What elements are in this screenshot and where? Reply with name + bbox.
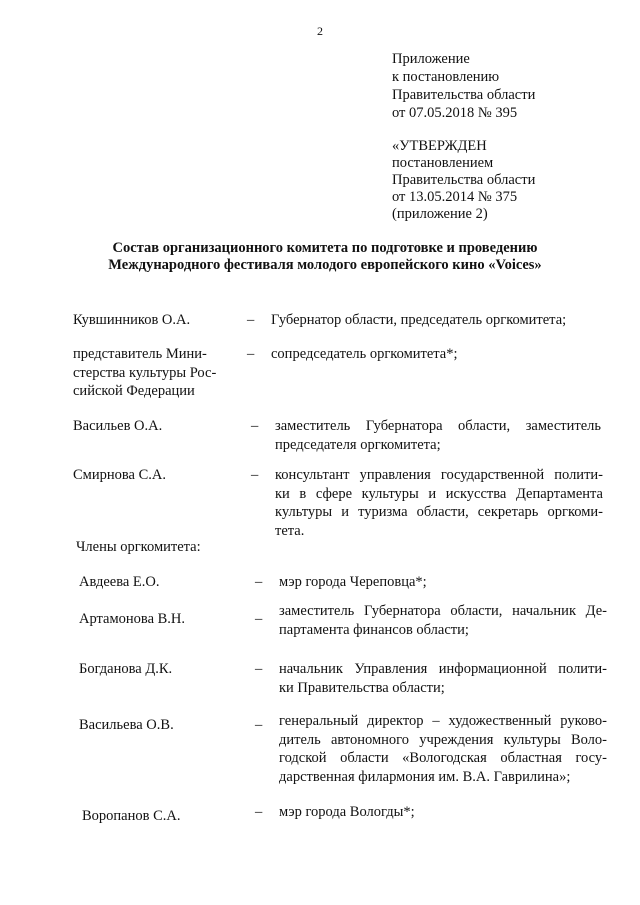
dash-separator: –	[255, 574, 263, 590]
member-name: представитель Мини- стерства культуры Рос- сийской Федерации	[73, 346, 217, 399]
dash-separator: –	[255, 804, 263, 820]
appendix-line: Приложение	[392, 51, 470, 67]
dash-separator: –	[255, 661, 263, 677]
member-name: Кувшинников О.А.	[73, 312, 191, 328]
member-role: мэр города Череповца*;	[279, 574, 427, 590]
member-role: мэр города Вологды*;	[279, 804, 415, 820]
member-role: заместитель Губернатора области, заместитель председателя оргкомитета;	[275, 418, 601, 453]
member-name: Артамонова В.Н.	[79, 611, 186, 627]
member-name: Богданова Д.К.	[79, 661, 173, 677]
dash-separator: –	[251, 418, 259, 434]
appendix-block	[392, 50, 535, 122]
approved-line: от 13.05.2014 № 375	[392, 189, 518, 205]
member-name: Авдеева Е.О.	[79, 574, 160, 590]
page-number: 2	[317, 24, 323, 38]
dash-separator: –	[255, 611, 263, 627]
member-name: Воропанов С.А.	[82, 808, 181, 824]
approved-block	[392, 138, 535, 223]
members-heading: Члены оргкомитета:	[76, 539, 201, 555]
member-role: сопредседатель оргкомитета*;	[271, 346, 458, 362]
approved-line: «УТВЕРЖДЕН	[392, 138, 487, 154]
member-role: начальник Управления информационной полити- ки Правительства области;	[279, 661, 607, 696]
member-role: заместитель Губернатора области, начальник Де- партамента финансов области;	[279, 603, 607, 638]
approved-line: Правительства области	[392, 172, 536, 188]
dash-separator: –	[247, 346, 255, 362]
document-title	[60, 240, 590, 274]
appendix-line: от 07.05.2018 № 395	[392, 105, 518, 121]
approved-line: (приложение 2)	[392, 206, 488, 222]
appendix-line: к постановлению	[392, 69, 500, 85]
dash-separator: –	[255, 717, 263, 733]
member-name: Васильева О.В.	[79, 717, 174, 733]
dash-separator: –	[247, 312, 255, 328]
member-name: Смирнова С.А.	[73, 467, 166, 483]
approved-line: постановлением	[392, 155, 494, 171]
member-name: Васильев О.А.	[73, 418, 163, 434]
member-role: Губернатор области, председатель оргкомитета;	[271, 312, 567, 328]
title-line: Состав организационного комитета по подготовке и проведению	[112, 240, 538, 256]
dash-separator: –	[251, 467, 259, 483]
member-role: консультант управления государственной полити- ки в сфере культуры и искусства Департамента культуры и туризма области, секретарь оргкоми- тета.	[275, 467, 603, 539]
member-role: генеральный директор – художественный руково- дитель автономного учреждения культуры Воло- годской области «Вологодская областная госу- дарственная филармония им. В.А. Гаврилина»;	[279, 713, 607, 785]
title-line: Международного фестиваля молодого европейского кино «Voices»	[108, 257, 542, 273]
appendix-line: Правительства области	[392, 87, 536, 103]
